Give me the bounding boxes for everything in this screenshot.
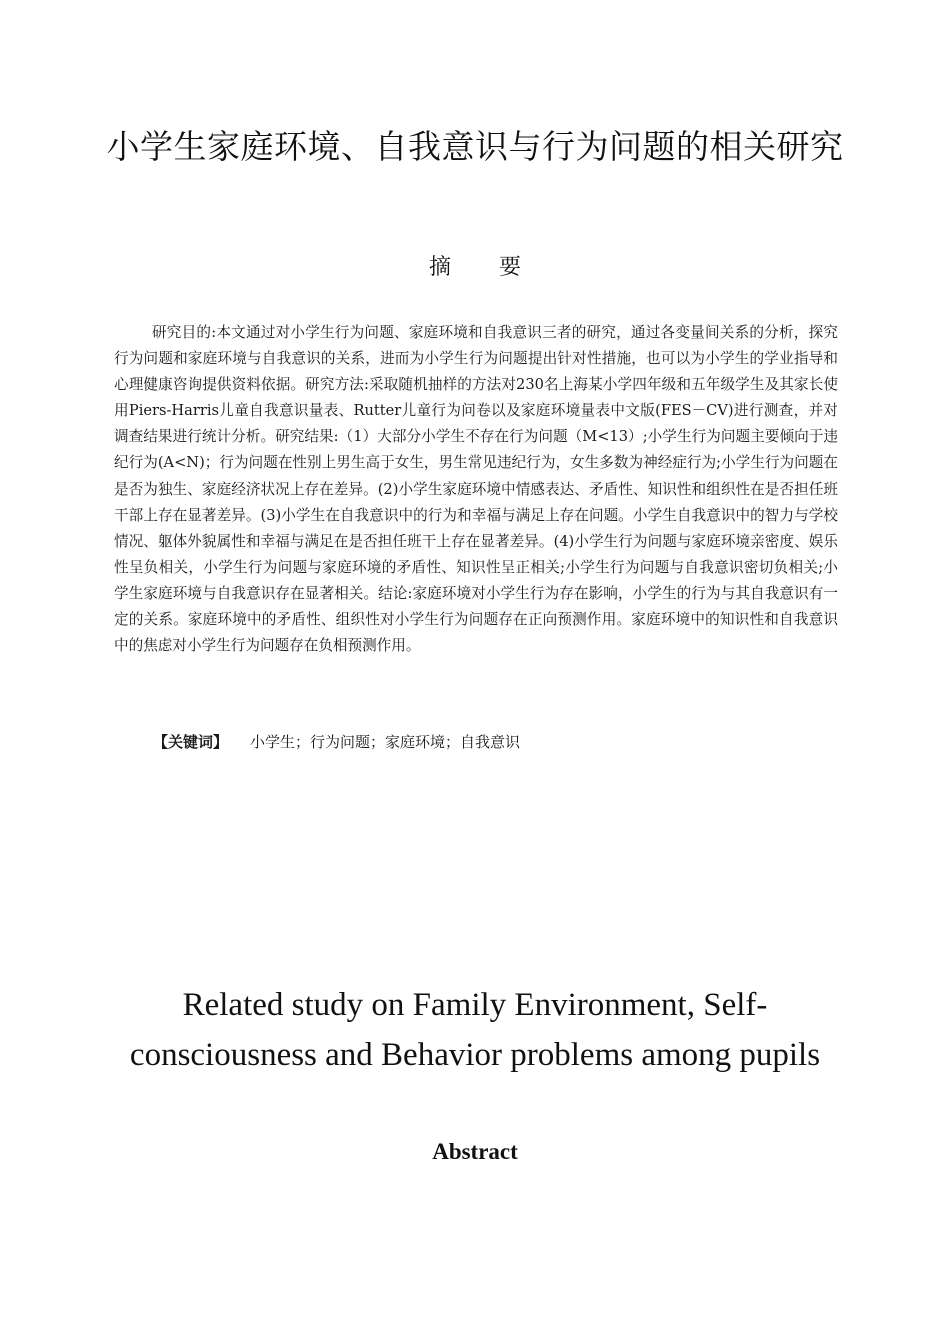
chinese-title: 小学生家庭环境、自我意识与行为问题的相关研究: [106, 127, 844, 166]
chinese-abstract-heading: 摘要: [428, 255, 569, 280]
keywords-label: 【关键词】: [153, 733, 229, 751]
english-abstract-heading: Abstract: [432, 1139, 518, 1164]
english-title: Related study on Family Environment, Self-consciousness and Behavior problems among pupils: [129, 987, 821, 1073]
keywords-value: 小学生；行为问题；家庭环境；自我意识: [250, 733, 521, 751]
keywords-line: [153, 729, 843, 755]
chinese-abstract-body: 研究目的:本文通过对小学生行为问题、家庭环境和自我意识三者的研究，通过各变量间关系的分析，探究行为问题和家庭环境与自我意识的关系，进而为小学生行为问题提出针对性措施，也可以为小学生的学业指导和心理健康咨询提供资料依据。研究方法:采取随机抽样的方法对230名上海某小学四年级和五年级学生及其家长使用Piers-Harris儿童自我意识量表、Rutter儿童行为问卷以及家庭环境量表中文版(FES－CV)进行测查，并对调查结果进行统计分析。研究结果:（1）大部分小学生不存在行为问题（M<13）;小学生行为问题主要倾向于违纪行为(A<N)；行为问题在性别上男生高于女生，男生常见违纪行为，女生多数为神经症行为;小学生行为问题在是否为独生、家庭经济状况上存在差异。(2)小学生家庭环境中情感表达、矛盾性、知识性和组织性在是否担任班干部上存在显著差异。(3)小学生在自我意识中的行为和幸福与满足上存在问题。小学生自我意识中的智力与学校情况、躯体外貌属性和幸福与满足在是否担任班干上存在显著差异。(4)小学生行为问题与家庭环境亲密度、娱乐性呈负相关，小学生行为问题与家庭环境的矛盾性、知识性呈正相关;小学生行为问题与自我意识密切负相关;小学生家庭环境与自我意识存在显著相关。结论:家庭环境对小学生行为存在影响，小学生的行为与其自我意识有一定的关系。家庭环境中的矛盾性、组织性对小学生行为问题存在正向预测作用。家庭环境中的知识性和自我意识中的焦虑对小学生行为问题存在负相预测作用。: [114, 324, 838, 655]
